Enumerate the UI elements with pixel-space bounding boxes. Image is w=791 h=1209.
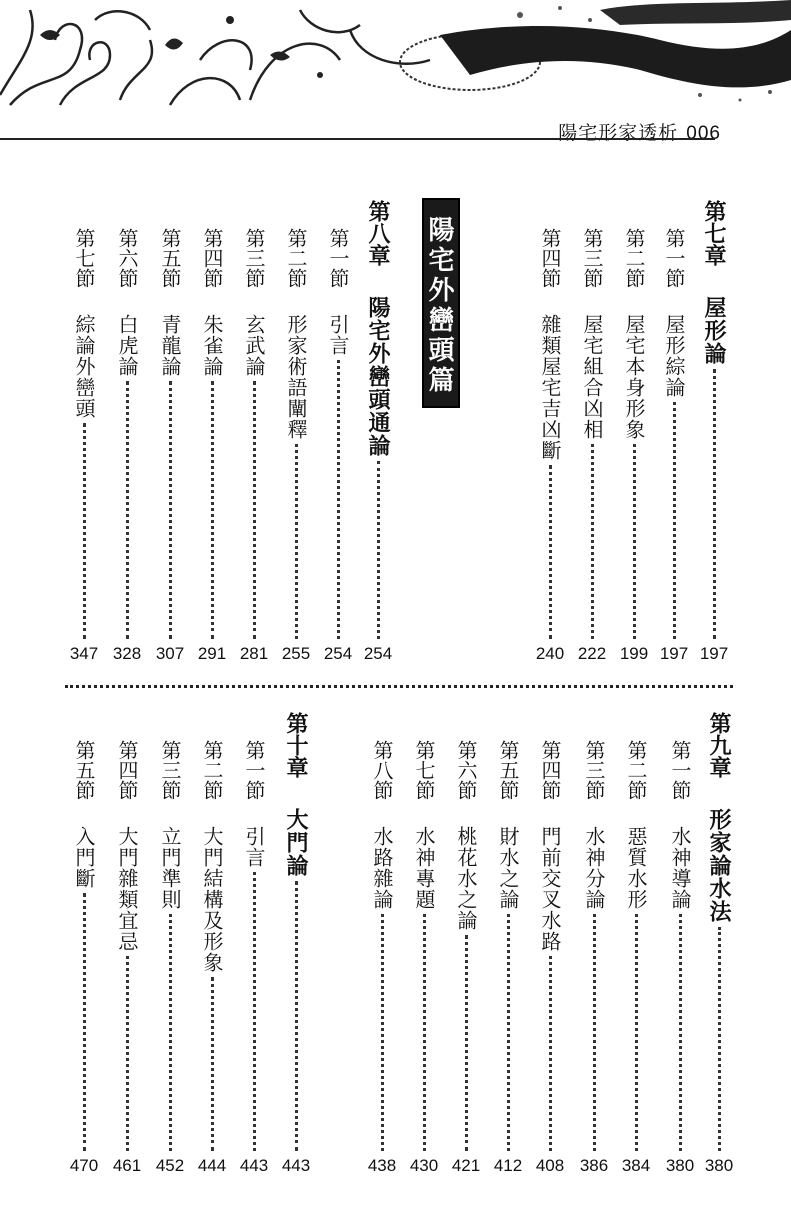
- section-label: 第七節: [72, 228, 96, 288]
- part-title-box: 陽宅外巒頭篇: [422, 198, 460, 408]
- chapter-label: 第十章: [283, 712, 309, 778]
- toc-section-9-1[interactable]: [665, 740, 695, 1175]
- dot-leader: [593, 914, 596, 1151]
- page-number: 452: [155, 1156, 185, 1175]
- page-number: 328: [112, 644, 142, 663]
- section-label: 第四節: [538, 228, 562, 288]
- page-number: 430: [409, 1156, 439, 1175]
- page-number: 307: [155, 644, 185, 663]
- section-title: 大門雜類宜忌: [115, 826, 139, 952]
- section-title: 財水之論: [496, 826, 520, 910]
- section-label: 第四節: [115, 740, 139, 800]
- page-number: 197: [659, 644, 689, 663]
- dot-leader: [591, 444, 594, 639]
- section-label: 第五節: [496, 740, 520, 800]
- section-label: 第一節: [326, 228, 350, 288]
- toc-section-8-1[interactable]: [323, 228, 353, 663]
- section-title: 引言: [326, 314, 350, 356]
- section-title: 屋形綜論: [662, 314, 686, 398]
- section-label: 第七節: [412, 740, 436, 800]
- section-title: 青龍論: [158, 314, 182, 377]
- section-label: 第一節: [662, 228, 686, 288]
- toc-section-8-4[interactable]: [197, 228, 227, 663]
- dotted-separator: [65, 685, 733, 688]
- dot-leader: [169, 381, 172, 639]
- page-number: 347: [69, 644, 99, 663]
- toc-section-10-4[interactable]: [112, 740, 142, 1175]
- section-label: 第三節: [580, 228, 604, 288]
- section-title: 玄武論: [242, 314, 266, 377]
- page-number: 255: [281, 644, 311, 663]
- dot-leader: [718, 927, 721, 1151]
- toc-section-9-5[interactable]: [493, 740, 523, 1175]
- toc-section-7-3[interactable]: [577, 228, 607, 663]
- dot-leader: [83, 893, 86, 1151]
- section-title: 屋宅本身形象: [622, 314, 646, 440]
- section-label: 第五節: [72, 740, 96, 800]
- header-page-number: 006: [686, 123, 721, 144]
- toc-section-10-5[interactable]: [69, 740, 99, 1175]
- toc-section-7-4[interactable]: [535, 228, 565, 663]
- dot-leader: [295, 444, 298, 639]
- toc-section-10-1[interactable]: [239, 740, 269, 1175]
- section-title: 引言: [242, 826, 266, 868]
- chapter-title: 陽宅外巒頭通論: [365, 296, 391, 457]
- toc-section-7-2[interactable]: [619, 228, 649, 663]
- section-title: 水神分論: [582, 826, 606, 910]
- section-label: 第一節: [242, 740, 266, 800]
- chapter-title: 大門論: [283, 808, 309, 877]
- dot-leader: [169, 914, 172, 1151]
- toc-section-8-7[interactable]: [69, 228, 99, 663]
- section-label: 第二節: [622, 228, 646, 288]
- toc-chapter-9[interactable]: [704, 712, 734, 1175]
- dot-leader: [465, 935, 468, 1151]
- page-number: 412: [493, 1156, 523, 1175]
- section-label: 第三節: [242, 228, 266, 288]
- section-title: 屋宅組合凶相: [580, 314, 604, 440]
- page-number: 281: [239, 644, 269, 663]
- page-number: 438: [367, 1156, 397, 1175]
- toc-section-9-8[interactable]: [367, 740, 397, 1175]
- dot-leader: [211, 977, 214, 1151]
- dot-leader: [253, 381, 256, 639]
- dot-leader: [295, 881, 298, 1151]
- section-title: 水神專題: [412, 826, 436, 910]
- page-number: 222: [577, 644, 607, 663]
- dot-leader: [507, 914, 510, 1151]
- toc-section-9-7[interactable]: [409, 740, 439, 1175]
- header-rule: [0, 138, 715, 140]
- toc-section-8-2[interactable]: [281, 228, 311, 663]
- page-number: 461: [112, 1156, 142, 1175]
- section-label: 第三節: [582, 740, 606, 800]
- section-title: 立門準則: [158, 826, 182, 910]
- dot-leader: [549, 465, 552, 639]
- book-title: 陽宅形家透析: [558, 122, 679, 144]
- toc-section-7-1[interactable]: [659, 228, 689, 663]
- section-title: 白虎論: [115, 314, 139, 377]
- section-title: 桃花水之論: [454, 826, 478, 931]
- section-label: 第四節: [200, 228, 224, 288]
- toc-section-10-3[interactable]: [155, 740, 185, 1175]
- dot-leader: [423, 914, 426, 1151]
- toc-chapter-8[interactable]: [363, 200, 393, 663]
- section-label: 第二節: [624, 740, 648, 800]
- page-number: 408: [535, 1156, 565, 1175]
- page-number: 197: [699, 644, 729, 663]
- section-label: 第六節: [454, 740, 478, 800]
- section-label: 第六節: [115, 228, 139, 288]
- dot-leader: [126, 381, 129, 639]
- section-title: 惡質水形: [624, 826, 648, 910]
- section-title: 朱雀論: [200, 314, 224, 377]
- section-label: 第五節: [158, 228, 182, 288]
- section-label: 第四節: [538, 740, 562, 800]
- toc-section-8-6[interactable]: [112, 228, 142, 663]
- page-number: 384: [621, 1156, 651, 1175]
- dot-leader: [377, 461, 380, 639]
- chapter-label: 第八章: [365, 200, 391, 266]
- page-number: 240: [535, 644, 565, 663]
- toc-chapter-10[interactable]: [281, 712, 311, 1175]
- section-label: 第二節: [200, 740, 224, 800]
- running-header: [558, 118, 721, 145]
- dot-leader: [635, 914, 638, 1151]
- toc-section-8-3[interactable]: [239, 228, 269, 663]
- section-title: 雜類屋宅吉凶斷: [538, 314, 562, 461]
- section-label: 第八節: [370, 740, 394, 800]
- section-title: 水路雜論: [370, 826, 394, 910]
- section-title: 水神導論: [668, 826, 692, 910]
- dot-leader: [679, 914, 682, 1151]
- dot-leader: [337, 360, 340, 639]
- toc-section-10-2[interactable]: [197, 740, 227, 1175]
- dot-leader: [83, 423, 86, 639]
- dot-leader: [713, 369, 716, 639]
- dot-leader: [549, 956, 552, 1151]
- page-number: 199: [619, 644, 649, 663]
- page-number: 380: [704, 1156, 734, 1175]
- dot-leader: [381, 914, 384, 1151]
- toc-section-9-2[interactable]: [621, 740, 651, 1175]
- section-title: 大門結構及形象: [200, 826, 224, 973]
- page-number: 421: [451, 1156, 481, 1175]
- dot-leader: [211, 381, 214, 639]
- section-title: 門前交叉水路: [538, 826, 562, 952]
- page-number: 254: [323, 644, 353, 663]
- page-number: 443: [239, 1156, 269, 1175]
- page-number: 291: [197, 644, 227, 663]
- dot-leader: [253, 872, 256, 1151]
- page-number: 254: [363, 644, 393, 663]
- dot-leader: [633, 444, 636, 639]
- section-title: 形家術語闡釋: [284, 314, 308, 440]
- page-number: 443: [281, 1156, 311, 1175]
- page-number: 386: [579, 1156, 609, 1175]
- section-title: 綜論外巒頭: [72, 314, 96, 419]
- chapter-title: 形家論水法: [706, 808, 732, 923]
- header-illustration: [0, 0, 791, 112]
- chapter-title: 屋形論: [701, 296, 727, 365]
- toc-section-9-3[interactable]: [579, 740, 609, 1175]
- section-label: 第三節: [158, 740, 182, 800]
- toc-section-9-6[interactable]: [451, 740, 481, 1175]
- page-number: 380: [665, 1156, 695, 1175]
- page-number: 470: [69, 1156, 99, 1175]
- page-number: 444: [197, 1156, 227, 1175]
- section-title: 入門斷: [72, 826, 96, 889]
- dot-leader: [673, 402, 676, 639]
- section-label: 第二節: [284, 228, 308, 288]
- chapter-label: 第七章: [701, 200, 727, 266]
- toc-section-8-5[interactable]: [155, 228, 185, 663]
- dot-leader: [126, 956, 129, 1151]
- toc-section-9-4[interactable]: [535, 740, 565, 1175]
- chapter-label: 第九章: [706, 712, 732, 778]
- toc-chapter-7[interactable]: [699, 200, 729, 663]
- section-label: 第一節: [668, 740, 692, 800]
